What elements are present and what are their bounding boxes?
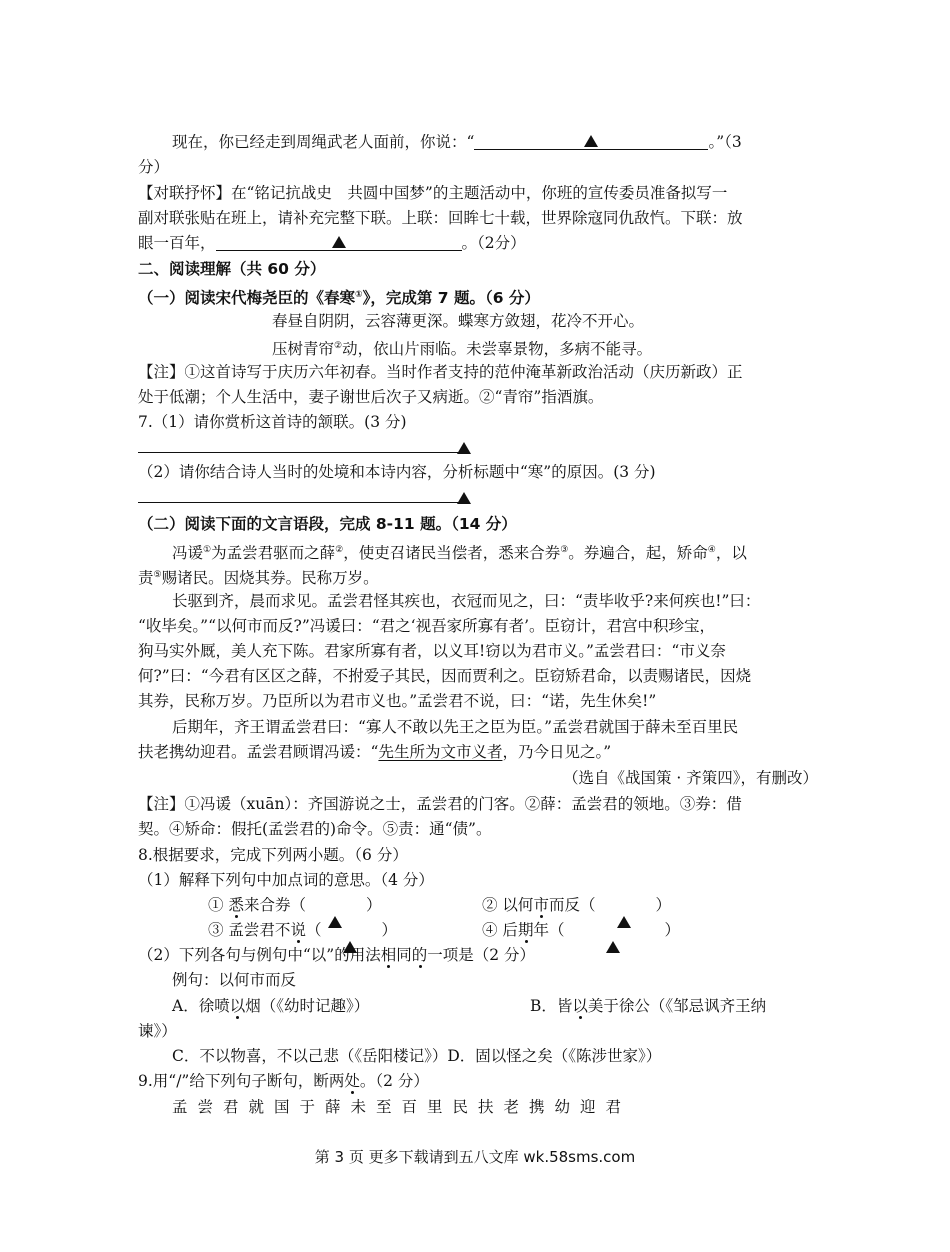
- answer-line[interactable]: [138, 502, 458, 503]
- options-c-d[interactable]: C．不以物喜，不以己悲（《岳阳楼记》）D．固以怪之矣（《陈涉世家》）: [172, 1047, 662, 1065]
- q6-line-2: 分）: [138, 158, 170, 176]
- poem-line-2: 压树青帘②动，依山片雨临。未尝辜景物，多病不能寻。: [272, 340, 653, 359]
- q8-item-1: ① 悉来合券（ ）: [208, 893, 381, 917]
- q8-sub2: （2）下列各句与例句中“以”的用法相同的一项是（2 分）: [138, 946, 536, 964]
- passage-source: （选自《战国策 · 齐策四》，有删改）: [562, 769, 818, 787]
- answer-blank[interactable]: [474, 131, 708, 150]
- passage-note-2: 契。④矫命：假托(孟尝君的)命令。⑤责：通“债”。: [138, 820, 492, 838]
- q7-2: （2）请你结合诗人当时的处境和本诗内容，分析标题中“寒”的原因。(3 分): [138, 463, 656, 481]
- passage-p2-line-3: 狗马实外厩，美人充下陈。君家所寡有者，以义耳!窃以为君市义。”孟尝君曰：“市义奈: [138, 642, 726, 660]
- underlined-sentence: 先生所为文市义者: [378, 743, 503, 761]
- option-a[interactable]: A．徐喷以烟（《幼时记趣》）: [172, 997, 370, 1015]
- option-b-continued: 谏》）: [138, 1022, 177, 1040]
- option-b[interactable]: B．皆以美于徐公（《邹忌讽齐王纳: [530, 997, 767, 1015]
- q8-item-2: ② 以何市而反（ ）: [482, 893, 671, 917]
- passage-p2-line-4: 何?”曰：“今君有区区之薛，不拊爱子其民，因而贾利之。臣窃矫君命，以责赐诸民，因烧: [138, 667, 752, 685]
- q8-item-3: ③ 孟尝君不说（ ）: [208, 918, 397, 942]
- q6-line: 现在，你已经走到周绳武老人面前，你说：“ 。”（3: [172, 133, 742, 151]
- q9-title: 9.用“/”给下列句子断句，断两处。（2 分）: [138, 1072, 429, 1090]
- passage-p2-line-2: “收毕矣。”“以何市而反?”冯谖曰：“君之‘视吾家所寡有者’。臣窃计，君宫中积珍宝，: [138, 617, 716, 635]
- poem-note-1: 【注】①这首诗写于庆历六年初春。当时作者支持的范仲淹革新政治活动（庆历新政）正: [138, 363, 743, 381]
- couplet-line-1: 【对联抒怀】在“铭记抗战史 共圆中国梦”的主题活动中，你班的宣传委员准备拟写一: [138, 184, 728, 202]
- triangle-icon: [457, 489, 471, 508]
- page-footer: 第 3 页 更多下载请到五八文库 wk.58sms.com: [314, 1148, 636, 1166]
- passage-note-1: 【注】①冯谖（xuān）：齐国游说之士，孟尝君的门客。②薛：孟尝君的领地。③券：借: [138, 795, 742, 813]
- q8-sub1: （1）解释下列句中加点词的意思。（4 分）: [138, 871, 434, 889]
- answer-blank[interactable]: [216, 232, 462, 251]
- triangle-icon: [332, 236, 346, 248]
- poem-line-1: 春昼自阴阴，云容薄更深。蝶寒方敛翅，花冷不开心。: [272, 312, 645, 330]
- passage-p1-line-1: 冯谖①为孟尝君驱而之薛②，使吏召诸民当偿者，悉来合券③。券遍合，起，矫命④，以: [172, 544, 747, 563]
- passage-p3-line-2: 扶老携幼迎君。孟尝君顾谓冯谖：“先生所为文市义者，乃今日见之。”: [138, 743, 612, 761]
- part2-title: （二）阅读下面的文言语段，完成 8-11 题。（14 分）: [138, 515, 517, 533]
- q7-1: 7.（1）请你赏析这首诗的颔联。(3 分): [138, 413, 407, 431]
- q9-sentence[interactable]: 孟尝君就国于薛未至百里民扶老携幼迎君: [172, 1098, 632, 1116]
- section-title: 二、阅读理解（共 60 分）: [138, 260, 326, 278]
- poem-note-2: 处于低潮；个人生活中，妻子谢世后次子又病逝。②“青帘”指酒旗。: [138, 388, 604, 406]
- answer-line[interactable]: [138, 452, 458, 453]
- q8-item-4: ④ 后期年（ ）: [482, 918, 680, 942]
- triangle-icon: [457, 439, 471, 458]
- part1-title: （一）阅读宋代梅尧臣的《春寒①》，完成第 7 题。（6 分）: [138, 289, 540, 308]
- passage-p2-line-1: 长驱到齐，晨而求见。孟尝君怪其疾也，衣冠而见之，曰：“责毕收乎?来何疾也!”曰：: [172, 592, 761, 610]
- couplet-line-3: 眼一百年， 。（2分）: [138, 234, 526, 252]
- passage-p1-line-2: 责⑤赐诸民。因烧其券。民称万岁。: [138, 569, 379, 588]
- triangle-icon: [584, 135, 598, 147]
- couplet-line-2: 副对联张贴在班上，请补充完整下联。上联：回眸七十载，世界除寇同仇敌忾。下联：放: [138, 209, 743, 227]
- q8-title: 8.根据要求，完成下列两小题。（6 分）: [138, 846, 408, 864]
- passage-p2-line-5: 其券，民称万岁。乃臣所以为君市义也。”孟尝君不说，曰：“诺，先生休矣!”: [138, 692, 657, 710]
- q8-example: 例句：以何市而反: [172, 971, 297, 989]
- passage-p3-line-1: 后期年，齐王谓孟尝君曰：“寡人不敢以先王之臣为臣。”孟尝君就国于薛未至百里民: [172, 718, 739, 736]
